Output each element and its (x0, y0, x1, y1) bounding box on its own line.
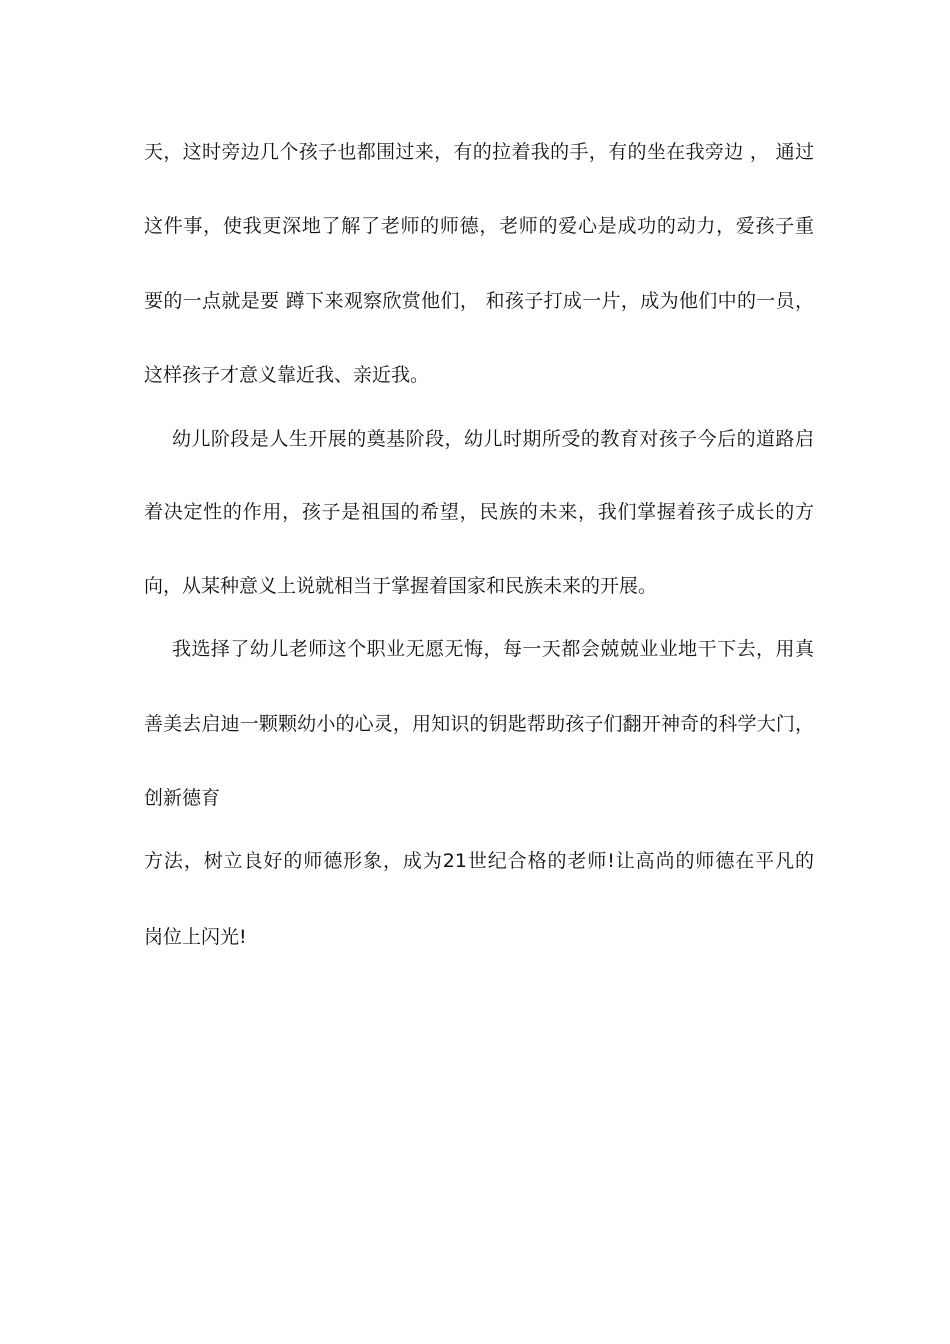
text-line-5: 幼儿阶段是人生开展的奠基阶段，幼儿时期所受的教育对孩子今后的道路启 (172, 428, 814, 450)
text-line-10: 创新德育 (144, 787, 221, 809)
text-line-2: 这件事，使我更深地了解了老师的师德，老师的爱心是成功的动力，爱孩子重 (144, 215, 814, 237)
text-line-11: 方法，树立良好的师德形象，成为21世纪合格的老师!让高尚的师德在平凡的 (144, 850, 814, 872)
text-line-9: 善美去启迪一颗颗幼小的心灵，用知识的钥匙帮助孩子们翻开神奇的科学大门， (144, 713, 814, 735)
text-line-4: 这样孩子才意义靠近我、亲近我。 (144, 364, 430, 386)
text-line-3: 要的一点就是要 蹲下来观察欣赏他们， 和孩子打成一片，成为他们中的一员， (144, 290, 814, 312)
text-line-12: 岗位上闪光! (144, 926, 247, 948)
text-line-1: 天，这时旁边几个孩子也都围过来，有的拉着我的手，有的坐在我旁边 ， 通过 (144, 141, 814, 163)
text-line-8: 我选择了幼儿老师这个职业无愿无悔，每一天都会兢兢业业地干下去，用真 (172, 638, 814, 660)
text-line-7: 向，从某种意义上说就相当于掌握着国家和民族未来的开展。 (144, 575, 658, 597)
text-line-6: 着决定性的作用，孩子是祖国的希望，民族的未来，我们掌握着孩子成长的方 (144, 501, 814, 523)
